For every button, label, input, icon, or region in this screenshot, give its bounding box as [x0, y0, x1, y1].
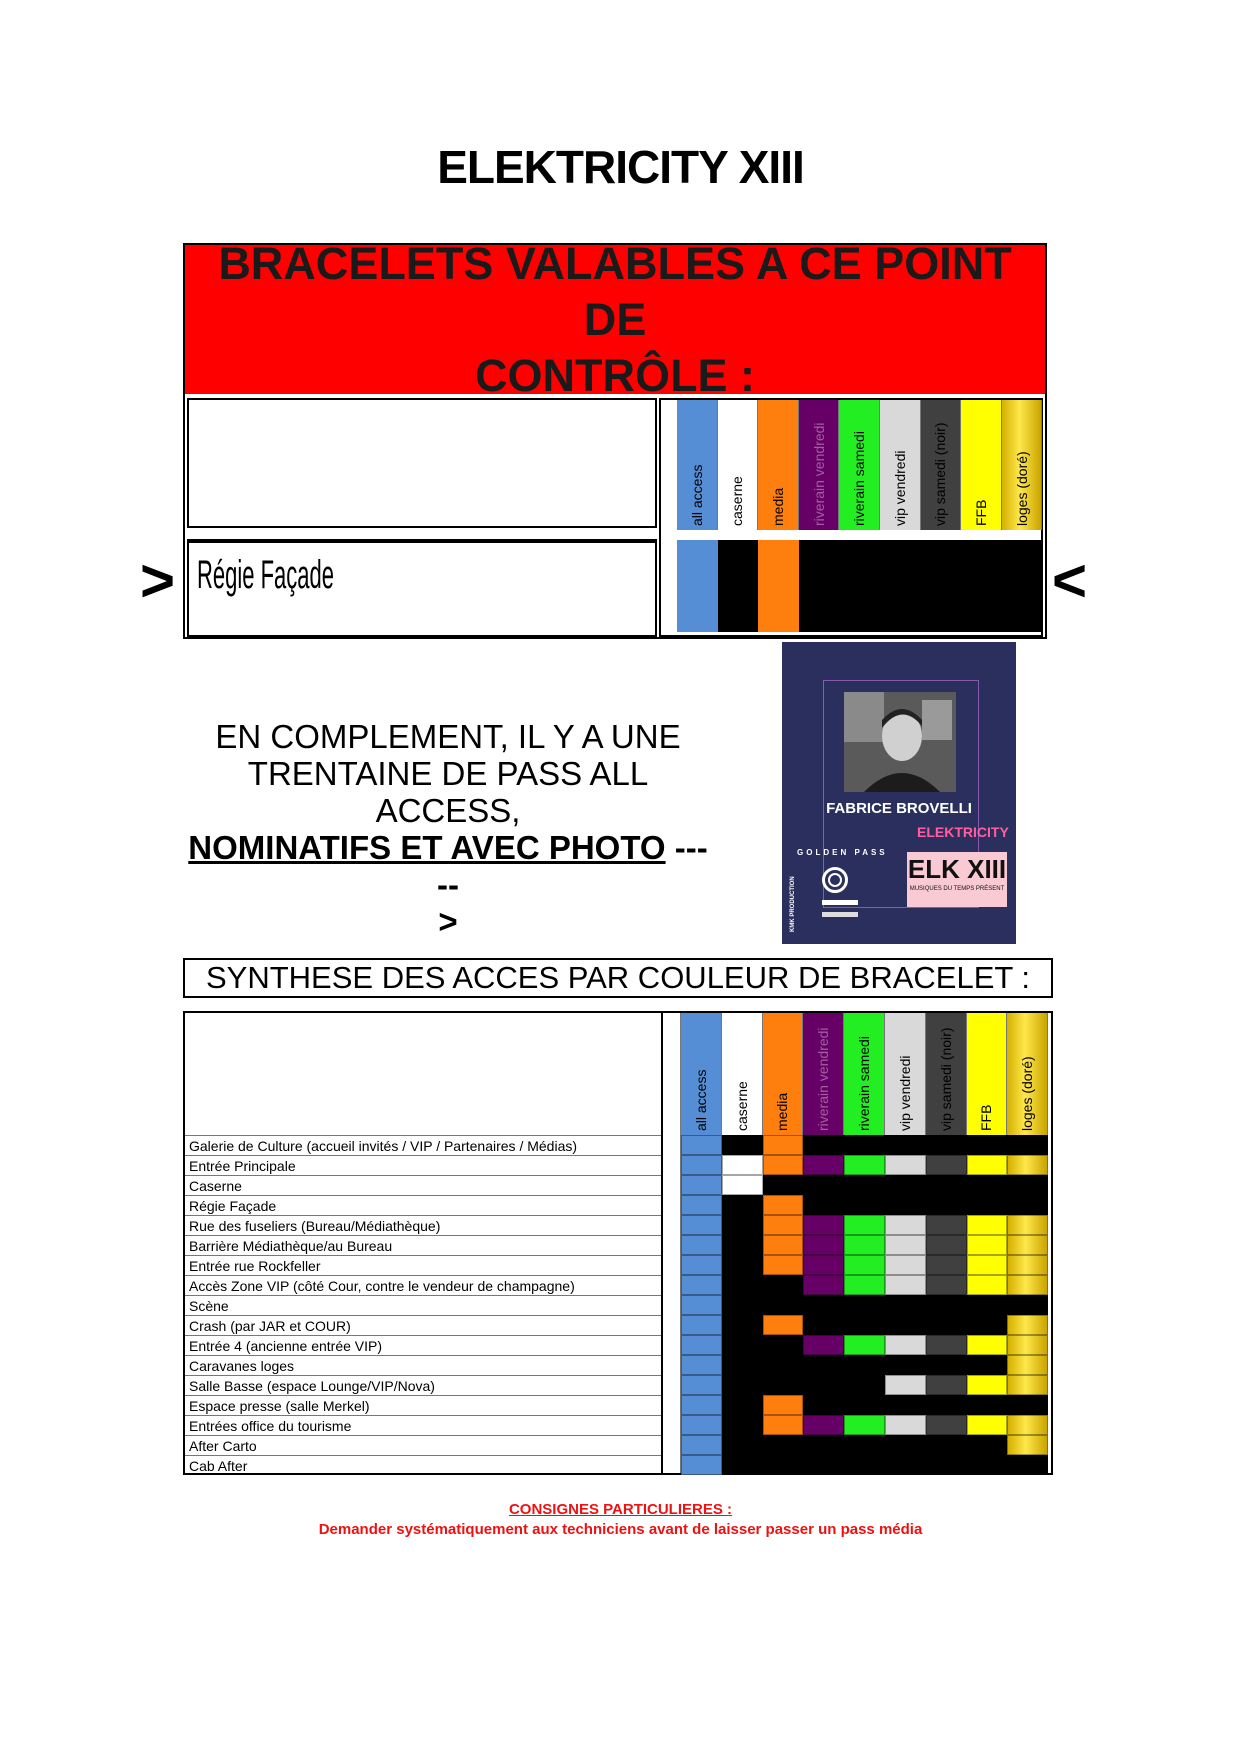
- matrix-access-cell: [681, 1195, 722, 1215]
- matrix-access-cell: [844, 1355, 885, 1375]
- matrix-access-cell: [967, 1375, 1008, 1395]
- matrix-row-label: Caravanes loges: [185, 1355, 661, 1375]
- checkpoint-column-header: [799, 400, 840, 530]
- matrix-column-label: caserne: [733, 1081, 750, 1131]
- matrix-access-cell: [681, 1335, 722, 1355]
- matrix-access-cell: [844, 1255, 885, 1275]
- matrix-access-cell: [926, 1355, 967, 1375]
- matrix-access-cell: [1007, 1435, 1048, 1455]
- matrix-access-cell: [885, 1155, 926, 1175]
- complement-emphasis: NOMINATIFS ET AVEC PHOTO: [188, 829, 666, 866]
- matrix-access-cell: [926, 1155, 967, 1175]
- matrix-access-cell: [967, 1215, 1008, 1235]
- matrix-access-cell: [844, 1335, 885, 1355]
- matrix-access-cell: [844, 1275, 885, 1295]
- matrix-access-cell: [1007, 1175, 1048, 1195]
- matrix-access-cell: [967, 1235, 1008, 1255]
- sponsor-logo-icon: [822, 900, 858, 905]
- matrix-column-label: loges (doré): [1019, 1056, 1036, 1131]
- matrix-access-cell: [967, 1175, 1008, 1195]
- checkpoint-column-header: [880, 400, 921, 530]
- matrix-access-cell: [722, 1255, 763, 1275]
- matrix-access-cell: [844, 1295, 885, 1315]
- checkpoint-panel: [183, 237, 1047, 639]
- matrix-access-cell: [844, 1135, 885, 1155]
- matrix-column-header: [844, 1013, 885, 1135]
- checkpoint-header-line2: CONTRÔLE :: [475, 349, 755, 401]
- checkpoint-column-label: vip samedi (noir): [932, 422, 949, 526]
- matrix-access-cell: [1007, 1375, 1048, 1395]
- matrix-access-cell: [926, 1235, 967, 1255]
- matrix-column-label: riverain vendredi: [815, 1027, 832, 1131]
- complement-arrow: >: [438, 903, 458, 940]
- matrix-access-cell: [844, 1215, 885, 1235]
- matrix-access-cell: [763, 1355, 804, 1375]
- checkpoint-access-cell: [921, 540, 962, 632]
- matrix-access-cell: [885, 1295, 926, 1315]
- checkpoint-name: Régie Façade: [197, 553, 334, 597]
- matrix-access-cell: [803, 1135, 844, 1155]
- matrix-access-cell: [885, 1135, 926, 1155]
- complement-line1: EN COMPLEMENT, IL Y A UNE: [215, 718, 681, 755]
- matrix-access-cell: [722, 1375, 763, 1395]
- matrix-access-cell: [681, 1315, 722, 1335]
- matrix-access-cell: [1007, 1135, 1048, 1155]
- pass-vertical-text: KMK PRODUCTION: [790, 876, 796, 932]
- matrix-access-cell: [1007, 1275, 1048, 1295]
- matrix-access-cell: [763, 1135, 804, 1155]
- matrix-column-header: [926, 1013, 967, 1135]
- checkpoint-column-label: loges (doré): [1013, 451, 1030, 526]
- matrix-column-label: riverain samedi: [856, 1036, 873, 1131]
- matrix-access-cell: [1007, 1215, 1048, 1235]
- checkpoint-column-header: [839, 400, 880, 530]
- matrix-access-cell: [844, 1435, 885, 1455]
- matrix-access-cell: [885, 1395, 926, 1415]
- matrix-access-cell: [844, 1375, 885, 1395]
- pass-card-image: [782, 642, 1016, 944]
- right-arrow-icon: <: [1052, 547, 1088, 614]
- matrix-access-cell: [967, 1135, 1008, 1155]
- matrix-access-cell: [885, 1315, 926, 1335]
- matrix-access-cell: [803, 1175, 844, 1195]
- checkpoint-column-label: vip vendredi: [891, 450, 908, 526]
- matrix-access-cell: [803, 1395, 844, 1415]
- matrix-access-cell: [763, 1395, 804, 1415]
- checkpoint-column-label: riverain vendredi: [810, 422, 827, 526]
- matrix-access-cell: [681, 1415, 722, 1435]
- synthesis-title: SYNTHESE DES ACCES PAR COULEUR DE BRACELET :: [183, 958, 1053, 998]
- special-instructions: [0, 1500, 1241, 1540]
- pass-tagline: MUSIQUES DU TEMPS PRÉSENT: [909, 886, 1005, 892]
- matrix-access-cell: [926, 1415, 967, 1435]
- checkpoint-column-label: FFB: [972, 499, 989, 526]
- matrix-access-cell: [885, 1195, 926, 1215]
- matrix-access-cell: [803, 1155, 844, 1175]
- matrix-access-cell: [803, 1235, 844, 1255]
- checkpoint-access-cell: [799, 540, 840, 632]
- matrix-access-cell: [926, 1275, 967, 1295]
- matrix-column-label: all access: [692, 1069, 709, 1131]
- matrix-access-cell: [1007, 1395, 1048, 1415]
- matrix-access-cell: [926, 1435, 967, 1455]
- matrix-access-cell: [722, 1315, 763, 1335]
- matrix-access-cell: [681, 1455, 722, 1475]
- matrix-access-cell: [844, 1415, 885, 1435]
- matrix-access-cell: [926, 1175, 967, 1195]
- matrix-access-cell: [803, 1415, 844, 1435]
- checkpoint-column-label: caserne: [729, 476, 746, 526]
- matrix-access-cell: [885, 1415, 926, 1435]
- matrix-access-cell: [722, 1215, 763, 1235]
- matrix-access-cell: [722, 1335, 763, 1355]
- matrix-access-cell: [722, 1415, 763, 1435]
- matrix-column-label: media: [774, 1092, 791, 1131]
- matrix-column-header: [1007, 1013, 1048, 1135]
- checkpoint-access-cell: [718, 540, 759, 632]
- checkpoint-column-header: [1002, 400, 1043, 530]
- checkpoint-blank-header: [187, 398, 657, 528]
- matrix-access-cell: [885, 1215, 926, 1235]
- matrix-access-cell: [803, 1295, 844, 1315]
- matrix-access-cell: [763, 1155, 804, 1175]
- matrix-access-cell: [681, 1155, 722, 1175]
- matrix-access-cell: [844, 1455, 885, 1475]
- matrix-row-label: Entrée rue Rockfeller: [185, 1255, 661, 1275]
- matrix-access-cell: [763, 1235, 804, 1255]
- checkpoint-access-cell: [839, 540, 880, 632]
- matrix-access-cell: [967, 1295, 1008, 1315]
- access-matrix: [183, 1011, 1053, 1475]
- matrix-access-cell: [722, 1135, 763, 1155]
- matrix-row-label: Cab After: [185, 1455, 661, 1475]
- matrix-access-cell: [1007, 1355, 1048, 1375]
- matrix-access-cell: [763, 1335, 804, 1355]
- matrix-access-cell: [967, 1435, 1008, 1455]
- checkpoint-access-cell: [880, 540, 921, 632]
- matrix-column-header: [722, 1013, 763, 1135]
- matrix-access-cell: [763, 1415, 804, 1435]
- checkpoint-access-cell: [961, 540, 1002, 632]
- matrix-access-cell: [844, 1195, 885, 1215]
- matrix-access-cell: [722, 1355, 763, 1375]
- checkpoint-column-label: media: [769, 487, 786, 526]
- matrix-column-header: [803, 1013, 844, 1135]
- matrix-row-label: Régie Façade: [185, 1195, 661, 1215]
- matrix-access-cell: [763, 1255, 804, 1275]
- matrix-access-cell: [722, 1235, 763, 1255]
- matrix-access-cell: [885, 1235, 926, 1255]
- matrix-access-cell: [763, 1215, 804, 1235]
- matrix-access-cell: [722, 1395, 763, 1415]
- matrix-access-cell: [926, 1135, 967, 1155]
- matrix-access-cell: [926, 1255, 967, 1275]
- pass-logo-block: [907, 852, 1007, 907]
- matrix-access-cell: [844, 1155, 885, 1175]
- matrix-access-cell: [722, 1195, 763, 1215]
- matrix-column-label: vip samedi (noir): [937, 1027, 954, 1131]
- matrix-access-cell: [885, 1355, 926, 1375]
- matrix-access-cell: [763, 1315, 804, 1335]
- matrix-access-cell: [926, 1295, 967, 1315]
- matrix-access-cell: [926, 1455, 967, 1475]
- matrix-access-cell: [844, 1175, 885, 1195]
- matrix-access-cell: [844, 1395, 885, 1415]
- instructions-heading: CONSIGNES PARTICULIERES :: [508, 1501, 733, 1518]
- complement-dashes: -----: [437, 829, 708, 903]
- matrix-column-header: [763, 1013, 804, 1135]
- matrix-access-cell: [1007, 1315, 1048, 1335]
- checkpoint-name-cell: [187, 539, 657, 637]
- matrix-access-cell: [722, 1275, 763, 1295]
- matrix-access-cell: [763, 1295, 804, 1315]
- matrix-access-cell: [763, 1455, 804, 1475]
- matrix-access-cell: [926, 1375, 967, 1395]
- matrix-access-cell: [967, 1155, 1008, 1175]
- matrix-access-cell: [681, 1355, 722, 1375]
- matrix-access-cell: [803, 1455, 844, 1475]
- matrix-access-cell: [885, 1435, 926, 1455]
- matrix-access-cell: [722, 1455, 763, 1475]
- matrix-access-cell: [1007, 1195, 1048, 1215]
- matrix-access-cell: [967, 1455, 1008, 1475]
- matrix-access-cell: [967, 1415, 1008, 1435]
- matrix-access-cell: [803, 1355, 844, 1375]
- matrix-access-cell: [926, 1195, 967, 1215]
- matrix-access-cell: [926, 1215, 967, 1235]
- matrix-access-cell: [722, 1155, 763, 1175]
- matrix-access-cell: [763, 1375, 804, 1395]
- matrix-row-label: Salle Basse (espace Lounge/VIP/Nova): [185, 1375, 661, 1395]
- matrix-access-cell: [803, 1315, 844, 1335]
- matrix-column-header: [967, 1013, 1008, 1135]
- matrix-row-label: Caserne: [185, 1175, 661, 1195]
- matrix-access-cell: [803, 1335, 844, 1355]
- matrix-access-cell: [1007, 1155, 1048, 1175]
- left-arrow-icon: >: [140, 547, 176, 614]
- checkpoint-header-line1: BRACELETS VALABLES A CE POINT DE: [218, 237, 1012, 345]
- target-logo-inner-icon: [828, 873, 842, 887]
- matrix-column-header: [885, 1013, 926, 1135]
- matrix-access-cell: [926, 1335, 967, 1355]
- matrix-row-label: Scène: [185, 1295, 661, 1315]
- complement-note: [183, 718, 713, 940]
- pass-photo: [844, 692, 956, 792]
- matrix-access-cell: [967, 1355, 1008, 1375]
- pass-holder-name: FABRICE BROVELLI: [826, 800, 972, 817]
- matrix-access-cell: [844, 1235, 885, 1255]
- pass-logo: ELK XIII: [907, 854, 1007, 884]
- document-title: ELEKTRICITY XIII: [437, 141, 804, 193]
- matrix-row-label: Espace presse (salle Merkel): [185, 1395, 661, 1415]
- matrix-separator: [661, 1013, 681, 1473]
- matrix-column-label: FFB: [978, 1104, 995, 1131]
- checkpoint-column-label: riverain samedi: [851, 431, 868, 526]
- matrix-column-label: vip vendredi: [896, 1055, 913, 1131]
- matrix-access-cell: [763, 1175, 804, 1195]
- checkpoint-column-header: [961, 400, 1002, 530]
- matrix-access-cell: [967, 1195, 1008, 1215]
- matrix-access-cell: [763, 1195, 804, 1215]
- matrix-access-cell: [967, 1275, 1008, 1295]
- matrix-access-cell: [803, 1275, 844, 1295]
- matrix-access-cell: [1007, 1335, 1048, 1355]
- matrix-access-cell: [1007, 1255, 1048, 1275]
- matrix-access-cell: [681, 1175, 722, 1195]
- pass-brand: ELEKTRICITY: [917, 824, 1009, 840]
- matrix-access-cell: [967, 1335, 1008, 1355]
- matrix-access-cell: [885, 1275, 926, 1295]
- matrix-access-cell: [722, 1435, 763, 1455]
- checkpoint-column-header: [758, 400, 799, 530]
- matrix-access-cell: [681, 1395, 722, 1415]
- matrix-row-label: Accès Zone VIP (côté Cour, contre le vendeur de champagne): [185, 1275, 661, 1295]
- matrix-row-label: Barrière Médiathèque/au Bureau: [185, 1235, 661, 1255]
- matrix-row-label: Rue des fuseliers (Bureau/Médiathèque): [185, 1215, 661, 1235]
- checkpoint-column-label: all access: [688, 464, 705, 526]
- matrix-access-cell: [681, 1275, 722, 1295]
- matrix-access-cell: [803, 1375, 844, 1395]
- complement-line2: TRENTAINE DE PASS ALL ACCESS,: [247, 755, 649, 829]
- matrix-column-header: [681, 1013, 722, 1135]
- matrix-access-cell: [1007, 1235, 1048, 1255]
- matrix-access-cell: [1007, 1295, 1048, 1315]
- matrix-access-cell: [803, 1215, 844, 1235]
- checkpoint-access-cell: [758, 540, 799, 632]
- matrix-access-cell: [681, 1375, 722, 1395]
- matrix-access-cell: [1007, 1455, 1048, 1475]
- matrix-access-cell: [803, 1435, 844, 1455]
- matrix-access-cell: [681, 1235, 722, 1255]
- matrix-row-label: Galerie de Culture (accueil invités / VIP / Partenaires / Médias): [185, 1135, 661, 1155]
- matrix-access-cell: [681, 1135, 722, 1155]
- matrix-access-cell: [844, 1315, 885, 1335]
- matrix-access-cell: [681, 1295, 722, 1315]
- matrix-access-cell: [1007, 1415, 1048, 1435]
- checkpoint-bracelet-grid: [659, 398, 1043, 637]
- matrix-access-cell: [722, 1175, 763, 1195]
- matrix-access-cell: [681, 1215, 722, 1235]
- matrix-row-label: Entrée Principale: [185, 1155, 661, 1175]
- pass-type: GOLDEN PASS: [797, 848, 888, 857]
- matrix-access-cell: [885, 1455, 926, 1475]
- matrix-row-label: Crash (par JAR et COUR): [185, 1315, 661, 1335]
- matrix-access-cell: [967, 1255, 1008, 1275]
- matrix-access-cell: [803, 1195, 844, 1215]
- matrix-row-label: Entrée 4 (ancienne entrée VIP): [185, 1335, 661, 1355]
- instructions-text: Demander systématiquement aux techniciens avant de laisser passer un pass média: [318, 1521, 923, 1538]
- matrix-access-cell: [885, 1375, 926, 1395]
- matrix-access-cell: [926, 1315, 967, 1335]
- matrix-access-cell: [763, 1435, 804, 1455]
- matrix-access-cell: [681, 1435, 722, 1455]
- matrix-access-cell: [885, 1255, 926, 1275]
- sponsor-logo-2-icon: [822, 912, 858, 917]
- checkpoint-access-cell: [1002, 540, 1043, 632]
- matrix-access-cell: [967, 1395, 1008, 1415]
- matrix-access-cell: [885, 1175, 926, 1195]
- checkpoint-column-header: [718, 400, 759, 530]
- matrix-access-cell: [803, 1255, 844, 1275]
- matrix-row-label: After Carto: [185, 1435, 661, 1455]
- matrix-access-cell: [722, 1295, 763, 1315]
- matrix-access-cell: [926, 1395, 967, 1415]
- checkpoint-column-header: [677, 400, 718, 530]
- checkpoint-header: [185, 237, 1045, 401]
- matrix-access-cell: [967, 1315, 1008, 1335]
- checkpoint-column-header: [921, 400, 962, 530]
- matrix-access-cell: [885, 1335, 926, 1355]
- matrix-access-cell: [681, 1255, 722, 1275]
- matrix-row-label: Entrées office du tourisme: [185, 1415, 661, 1435]
- checkpoint-access-cell: [677, 540, 718, 632]
- matrix-access-cell: [763, 1275, 804, 1295]
